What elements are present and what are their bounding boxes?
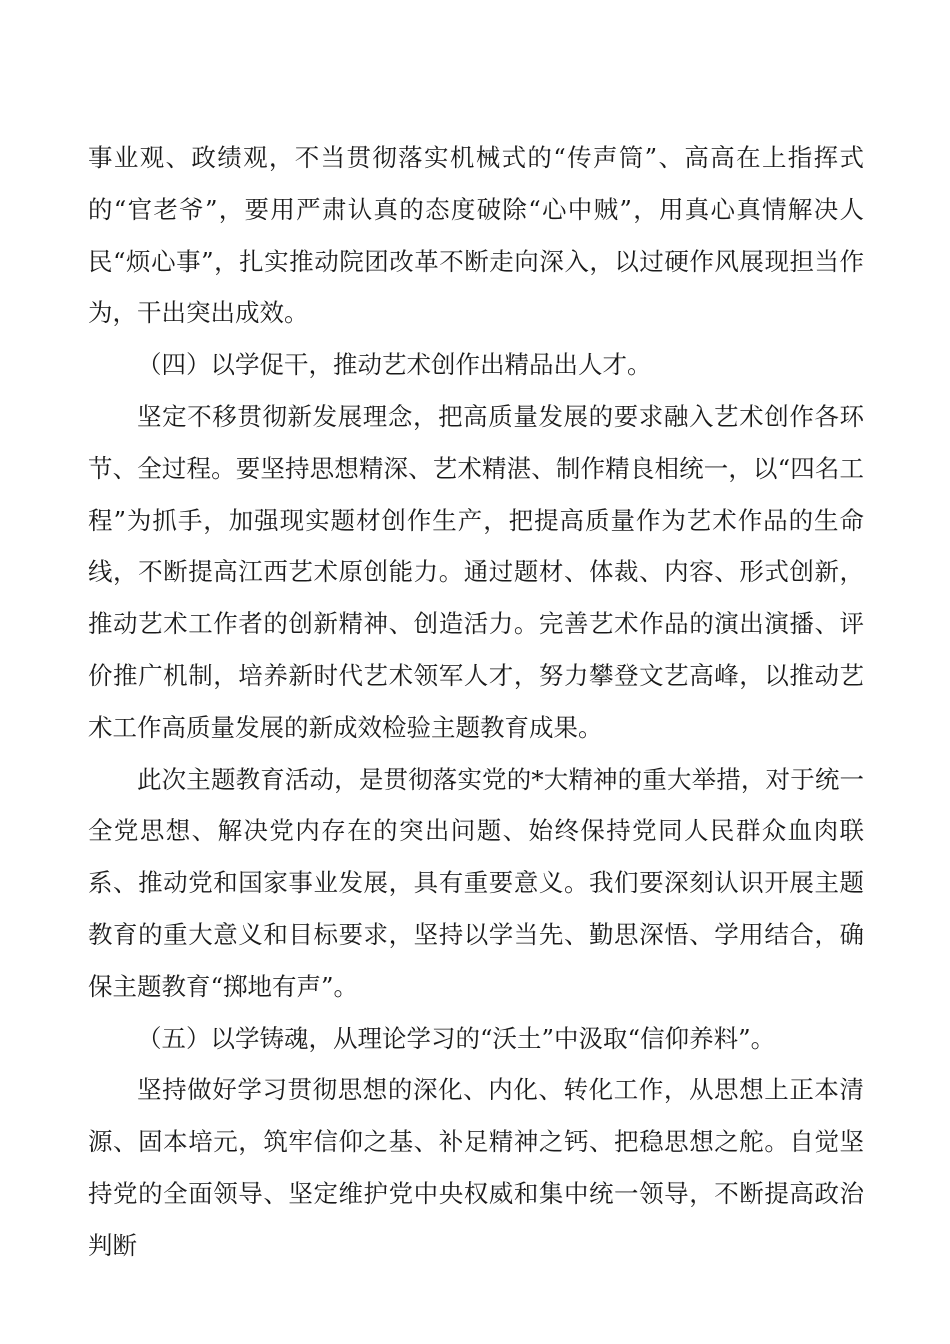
paragraph-continuation: 事业观、政绩观，不当贯彻落实机械式的“传声筒”、高高在上指挥式的“官老爷”，要用严肃认真的态度破除“心中贼”，用真心真情解决人民“烦心事”，扎实推动院团改革不断走向深入，以过硬作风展现担当作为，干出突出成效。 xyxy=(88,143,864,328)
paragraph-art-creation: 坚定不移贯彻新发展理念，把高质量发展的要求融入艺术创作各环节、全过程。要坚持思想精深、艺术精湛、制作精良相统一，以“四名工程”为抓手，加强现实题材创作生产，把提高质量作为艺术作品的生命线，不断提高江西艺术原创能力。通过题材、体裁、内容、形式创新，推动艺术工作者的创新精神、创造活力。完善艺术作品的演出演播、评价推广机制，培养新时代艺术领军人才，努力攀登文艺高峰，以推动艺术工作高质量发展的新成效检验主题教育成果。 xyxy=(88,401,864,742)
paragraph-theme-education: 此次主题教育活动，是贯彻落实党的*大精神的重大举措，对于统一全党思想、解决党内存在的突出问题、始终保持党同人民群众血肉联系、推动党和国家事业发展，具有重要意义。我们要深刻认识开展主题教育的重大意义和目标要求，坚持以学当先、勤思深悟、学用结合，确保主题教育“掷地有声”。 xyxy=(88,764,864,1001)
section-heading-four: （四）以学促干，推动艺术创作出精品出人才。 xyxy=(137,350,652,380)
document-page xyxy=(88,132,864,1272)
section-heading-five: （五）以学铸魂，从理论学习的“沃土”中汲取“信仰养料”。 xyxy=(137,1023,776,1053)
paragraph-theory-study: 坚持做好学习贯彻思想的深化、内化、转化工作，从思想上正本清源、固本培元，筑牢信仰之基、补足精神之钙、把稳思想之舵。自觉坚持党的全面领导、坚定维护党中央权威和集中统一领导，不断提高政治判断 xyxy=(88,1075,864,1260)
